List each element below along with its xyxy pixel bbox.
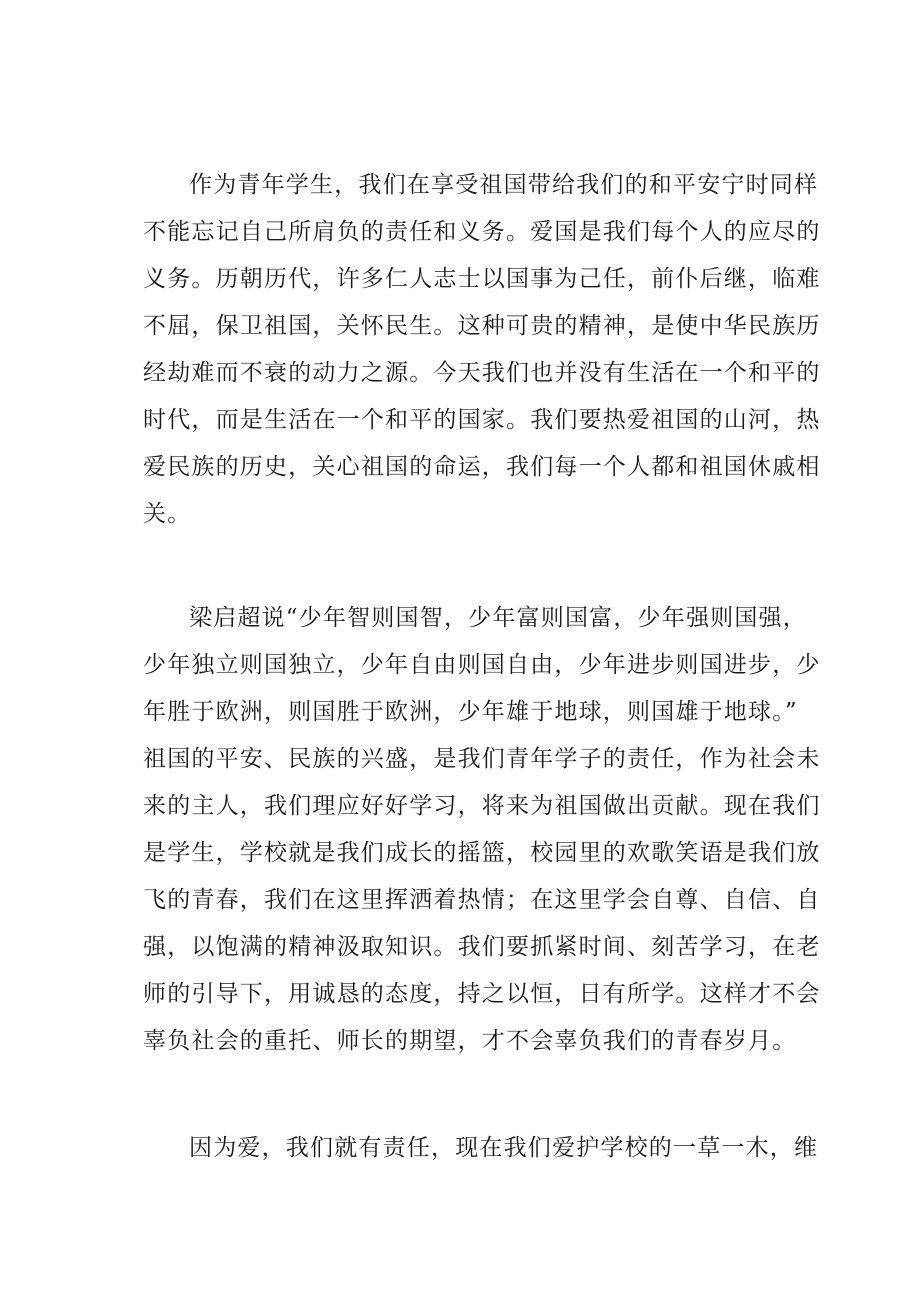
paragraph-line: 年胜于欧洲，则国胜于欧洲，少年雄于地球，则国雄于地球。” <box>143 699 798 725</box>
paragraph-responsibility <box>143 1125 819 1172</box>
paragraph-line: 不能忘记自己所肩负的责任和义务。爱国是我们每个人的应尽的 <box>143 219 821 245</box>
paragraph-line: 祖国的平安、民族的兴盛，是我们青年学子的责任，作为社会未 <box>143 746 821 772</box>
paragraph-patriotic-duty <box>143 162 821 538</box>
paragraph-line: 强，以饱满的精神汲取知识。我们要抓紧时间、刻苦学习，在老 <box>143 934 821 960</box>
paragraph-line: 关。 <box>143 501 192 527</box>
paragraph-line: 辜负社会的重托、师长的期望，才不会辜负我们的青春岁月。 <box>143 1028 797 1054</box>
paragraph-liang-qichao-quote <box>143 595 821 1065</box>
paragraph-line: 义务。历朝历代，许多仁人志士以国事为己任，前仆后继，临难 <box>143 266 821 292</box>
paragraph-line: 爱民族的历史，关心祖国的命运，我们每一个人都和祖国休戚相 <box>143 454 821 480</box>
paragraph-line: 师的引导下，用诚恳的态度，持之以恒，日有所学。这样才不会 <box>143 981 821 1007</box>
paragraph-line: 是学生，学校就是我们成长的摇篮，校园里的欢歌笑语是我们放 <box>143 840 821 866</box>
paragraph-line: 经劫难而不衰的动力之源。今天我们也并没有生活在一个和平的 <box>143 360 821 386</box>
paragraph-line: 来的主人，我们理应好好学习，将来为祖国做出贡献。现在我们 <box>143 793 821 819</box>
paragraph-line: 作为青年学生，我们在享受祖国带给我们的和平安宁时同样 <box>189 172 819 198</box>
paragraph-line: 少年独立则国独立，少年自由则国自由，少年进步则国进步，少 <box>143 652 821 678</box>
paragraph-line: 不屈，保卫祖国，关怀民生。这种可贵的精神，是使中华民族历 <box>143 313 821 339</box>
paragraph-line: 因为爱，我们就有责任，现在我们爱护学校的一草一木，维 <box>189 1135 819 1161</box>
paragraph-line: 飞的青春，我们在这里挥洒着热情；在这里学会自尊、自信、自 <box>143 887 821 913</box>
paragraph-line: 时代，而是生活在一个和平的国家。我们要热爱祖国的山河，热 <box>143 407 821 433</box>
paragraph-line: 梁启超说“少年智则国智，少年富则国富，少年强则国强， <box>189 605 807 631</box>
